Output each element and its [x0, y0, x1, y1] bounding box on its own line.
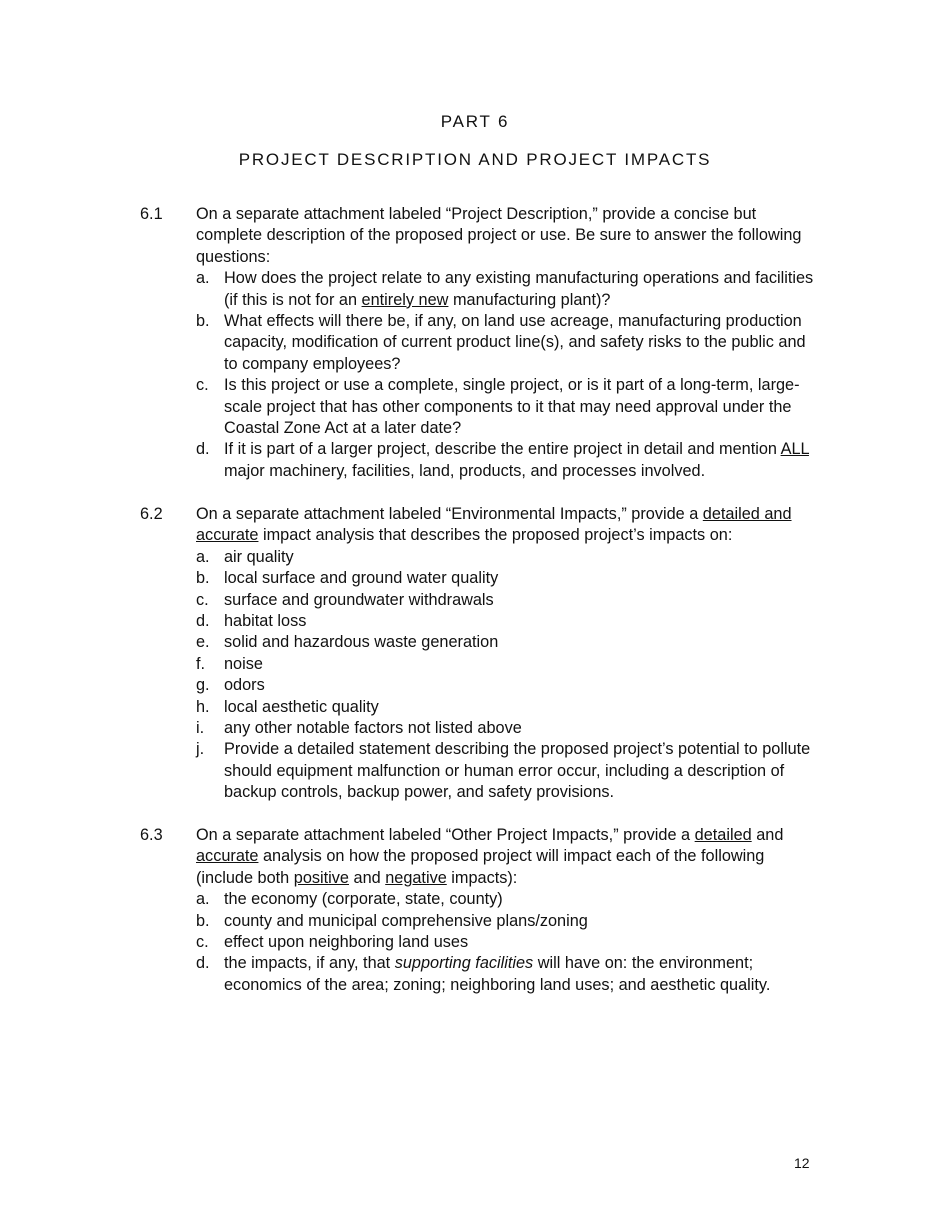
section-6-2	[140, 504, 820, 804]
list-item: c. Is this project or use a complete, single project, or is it part of a long-term, large-scale project that has other components to it that may need approval under the Coastal Zone Act at a later date?	[196, 376, 800, 438]
list-letter: c.	[196, 376, 209, 395]
page-title: PROJECT DESCRIPTION AND PROJECT IMPACTS	[238, 150, 712, 169]
section-number: 6.3	[140, 826, 163, 844]
list-letter: i.	[196, 719, 205, 738]
list-letter: d.	[196, 612, 210, 631]
section-number: 6.1	[140, 205, 163, 223]
list-item: d. If it is part of a larger project, describe the entire project in detail and mention ALL major machinery, facilities, land, products, and processes involved.	[196, 440, 809, 480]
list-item: g. odors	[196, 675, 820, 696]
underlined-text: ALL	[780, 440, 809, 459]
list-letter: f.	[196, 654, 206, 673]
list-item: c. surface and groundwater withdrawals	[196, 590, 820, 611]
list-item: b. local surface and ground water quality	[196, 568, 820, 589]
list-item: a. How does the project relate to any existing manufacturing operations and facilities (if this is not for an entirely new manufacturing plant)?	[196, 269, 814, 309]
underlined-text: negative	[385, 868, 447, 887]
list-item: b. county and municipal comprehensive plans/zoning	[196, 911, 820, 932]
section-intro: On a separate attachment labeled “Environmental Impacts,” provide a detailed and accurate impact analysis that describes the proposed project’s impacts on:	[196, 505, 792, 545]
list-letter: j.	[196, 740, 205, 759]
underlined-text: entirely new	[361, 290, 449, 309]
list-letter: a.	[196, 890, 210, 909]
list-letter: a.	[196, 269, 210, 288]
list-letter: e.	[196, 633, 210, 652]
part-heading: PART 6	[440, 112, 510, 131]
underlined-text: accurate	[196, 847, 259, 866]
list-letter: c.	[196, 933, 209, 952]
list-item: d. the impacts, if any, that supporting facilities will have on: the environment; economics of the area; zoning; neighboring land uses; and aesthetic quality.	[196, 954, 771, 994]
section-number: 6.2	[140, 505, 163, 523]
list-letter: h.	[196, 697, 210, 716]
page-number: 12	[794, 1155, 810, 1171]
list-item: a. air quality	[196, 547, 820, 568]
section-intro: On a separate attachment labeled “Project Description,” provide a concise but complete description of the proposed project or use. Be sure to answer the following questions:	[196, 205, 802, 266]
list-letter: b.	[196, 312, 210, 331]
list-item: i. any other notable factors not listed above	[196, 718, 820, 739]
list-letter: b.	[196, 911, 210, 930]
list-letter: c.	[196, 590, 209, 609]
list-letter: d.	[196, 954, 210, 973]
section-intro: On a separate attachment labeled “Other Project Impacts,” provide a detailed and accurate analysis on how the proposed project will impact each of the following (include both positive and negative impacts):	[196, 826, 784, 887]
list-letter: g.	[196, 676, 210, 695]
list-item: j. Provide a detailed statement describing the proposed project’s potential to pollute should equipment malfunction or human error occur, including a description of backup controls, backup power, and safety provisions.	[196, 740, 811, 802]
list-item: h. local aesthetic quality	[196, 697, 820, 718]
list-letter: a.	[196, 547, 210, 566]
list-item: f. noise	[196, 654, 820, 675]
underlined-text: positive	[293, 868, 349, 887]
section-6-1	[140, 204, 820, 482]
underlined-text: detailed	[694, 826, 752, 844]
underlined-text: detailed and accurate	[196, 505, 792, 545]
list-item: a. the economy (corporate, state, county)	[196, 889, 820, 910]
list-letter: d.	[196, 440, 210, 459]
list-letter: b.	[196, 569, 210, 588]
section-6-3	[140, 825, 820, 996]
list-item: e. solid and hazardous waste generation	[196, 632, 820, 653]
list-item: b. What effects will there be, if any, on land use acreage, manufacturing production capacity, modification of current product line(s), and safety risks to the public and to company employees?	[196, 312, 806, 373]
list-item: d. habitat loss	[196, 611, 820, 632]
italic-text: supporting facilities	[394, 954, 534, 973]
list-item: c. effect upon neighboring land uses	[196, 932, 820, 953]
